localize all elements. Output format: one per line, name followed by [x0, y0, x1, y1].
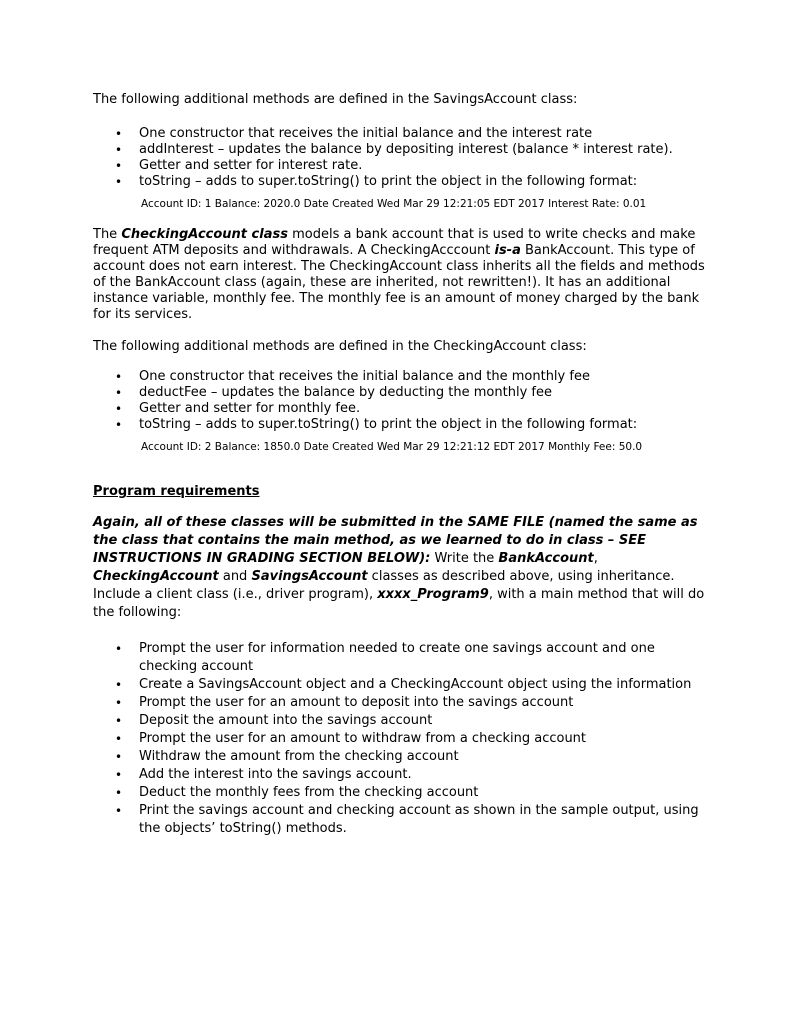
- checking-methods-list: [93, 369, 713, 433]
- bullet-icon: •: [115, 696, 123, 710]
- list-item: • Deposit the amount into the savings account: [115, 713, 433, 728]
- class-name-bankaccount: BankAccount: [498, 551, 594, 566]
- bullet-icon: •: [115, 127, 123, 141]
- is-a-term: is-a: [494, 243, 521, 258]
- requirements-paragraph: Again, all of these classes will be submitted in the SAME FILE (named the same as the class that contains the main method, as we learned to do in class – SEE INSTRUCTIONS IN GRADING SECTION BELOW): Write the BankAccount, CheckingAccount and SavingsAccount classes as described above, using inheritance. Include a client class (i.e., driver program), xxxx_Program9, with a main method that will do the following:: [93, 515, 705, 620]
- bullet-icon: •: [115, 159, 123, 173]
- bullet-icon: •: [115, 786, 123, 800]
- list-item: • Deduct the monthly fees from the checking account: [115, 785, 479, 800]
- checking-methods-intro: The following additional methods are defined in the CheckingAccount class:: [93, 339, 587, 354]
- class-name-savingsaccount: SavingsAccount: [251, 569, 368, 584]
- list-item: • addInterest – updates the balance by depositing interest (balance * interest rate).: [115, 142, 673, 157]
- requirements-list: [93, 640, 713, 838]
- bullet-icon: •: [115, 750, 123, 764]
- bullet-icon: •: [115, 804, 123, 818]
- bullet-icon: •: [115, 642, 123, 656]
- checking-account-description: The CheckingAccount class models a bank account that is used to write checks and make frequent ATM deposits and withdrawals. A CheckingAcccount is-a BankAccount. This type of account does not earn interest. The CheckingAccount class inherits all the fields and methods of the BankAccount class (again, these are inherited, not rewritten!). It has an additional instance variable, monthly fee. The monthly fee is an amount of money charged by the bank for its services.: [93, 227, 705, 322]
- bullet-icon: •: [115, 175, 123, 189]
- savings-methods-intro: The following additional methods are defined in the SavingsAccount class:: [93, 92, 578, 107]
- bullet-icon: •: [115, 143, 123, 157]
- list-item: • Getter and setter for interest rate.: [115, 158, 363, 173]
- requirements-bold-intro: Again, all of these classes will be submitted in the SAME FILE (named the same as the class that contains the main method, as we learned to do in class – SEE INSTRUCTIONS IN GRADING SECTION BELOW):: [93, 515, 698, 566]
- list-item: • toString – adds to super.toString() to print the object in the following format:: [115, 417, 638, 432]
- list-item: • Prompt the user for an amount to deposit into the savings account: [115, 695, 574, 710]
- list-item: • Withdraw the amount from the checking account: [115, 749, 459, 764]
- bullet-icon: •: [115, 714, 123, 728]
- list-item: • Print the savings account and checking account as shown in the sample output, using the objects’ toString() methods.: [115, 803, 699, 836]
- bullet-icon: •: [115, 768, 123, 782]
- bullet-icon: •: [115, 386, 123, 400]
- program-requirements-heading: Program requirements: [93, 484, 260, 499]
- class-name-program9: xxxx_Program9: [377, 587, 489, 602]
- bullet-icon: •: [115, 678, 123, 692]
- list-item: • Prompt the user for an amount to withdraw from a checking account: [115, 731, 587, 746]
- list-item: • One constructor that receives the initial balance and the monthly fee: [115, 369, 590, 384]
- list-item: • Prompt the user for information needed to create one savings account and one checking account: [115, 641, 655, 674]
- savings-sample-output: Account ID: 1 Balance: 2020.0 Date Created Wed Mar 29 12:21:05 EDT 2017 Interest Rate: 0.01: [141, 198, 647, 210]
- checking-sample-output: Account ID: 2 Balance: 1850.0 Date Created Wed Mar 29 12:21:12 EDT 2017 Monthly Fee: 50.0: [141, 441, 643, 453]
- list-item: • toString – adds to super.toString() to print the object in the following format:: [115, 174, 638, 189]
- bullet-icon: •: [115, 402, 123, 416]
- list-item: • deductFee – updates the balance by deducting the monthly fee: [115, 385, 552, 400]
- document-page: [93, 92, 713, 838]
- list-item: • Getter and setter for monthly fee.: [115, 401, 361, 416]
- bullet-icon: •: [115, 732, 123, 746]
- class-name-checkingaccount: CheckingAccount: [93, 569, 219, 584]
- bullet-icon: •: [115, 370, 123, 384]
- savings-methods-list: [93, 126, 713, 190]
- list-item: • Add the interest into the savings account.: [115, 767, 412, 782]
- bullet-icon: •: [115, 418, 123, 432]
- list-item: • One constructor that receives the initial balance and the interest rate: [115, 126, 593, 141]
- list-item: • Create a SavingsAccount object and a CheckingAccount object using the information: [115, 677, 692, 692]
- checking-class-term: CheckingAccount class: [121, 227, 288, 242]
